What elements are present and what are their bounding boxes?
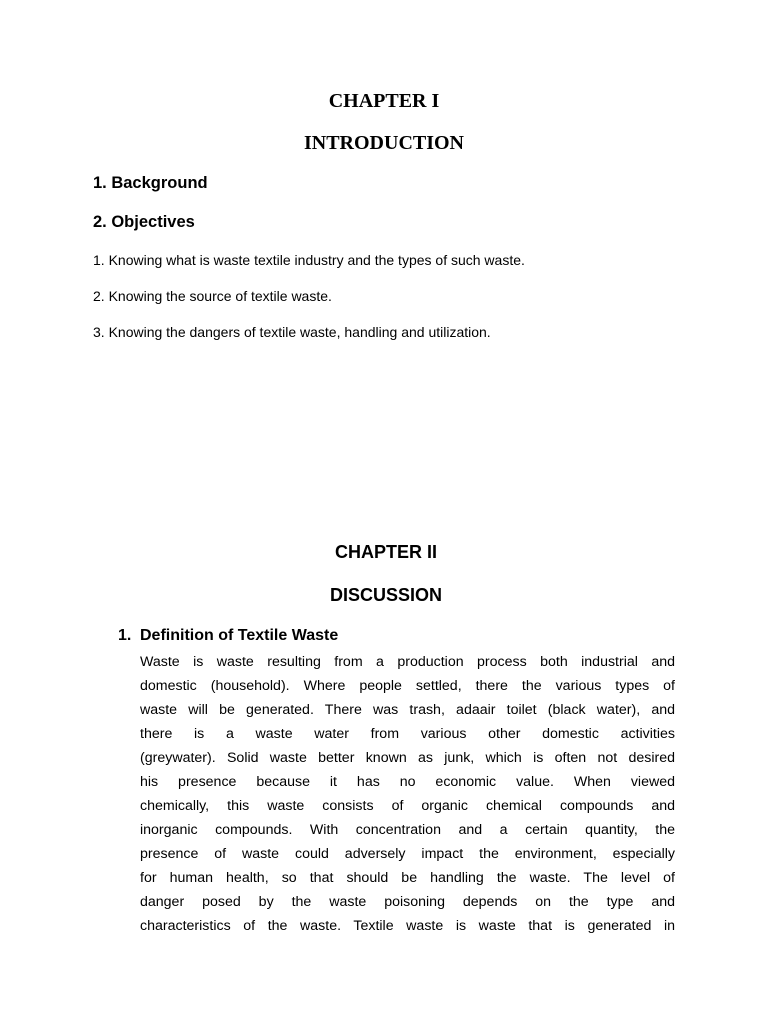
objective-item: 2. Knowing the source of textile waste.: [93, 288, 332, 304]
chapter-1-title: CHAPTER I: [328, 90, 440, 112]
definition-heading: [118, 626, 338, 646]
paragraph-line: waste will be generated. There was trash, adaair toilet (black water), and: [140, 702, 675, 718]
definition-heading-number: 1.: [118, 627, 132, 644]
definition-paragraph: [140, 650, 675, 938]
chapter-2-title: CHAPTER II: [334, 542, 437, 562]
paragraph-line: presence of waste could adversely impact the environment, especially: [140, 846, 675, 862]
section-objectives: 2. Objectives: [93, 213, 195, 231]
paragraph-line: there is a waste water from various other domestic activities: [140, 726, 675, 742]
paragraph-line: domestic (household). Where people settled, there the various types of: [140, 678, 675, 694]
objective-item: 1. Knowing what is waste textile industry and the types of such waste.: [93, 252, 525, 268]
section-background: 1. Background: [93, 174, 208, 192]
paragraph-line: danger posed by the waste poisoning depends on the type and: [140, 894, 675, 910]
objective-item: 3. Knowing the dangers of textile waste, handling and utilization.: [93, 324, 491, 340]
chapter-2-subtitle: DISCUSSION: [329, 585, 443, 605]
chapter-1-subtitle: INTRODUCTION: [303, 132, 465, 154]
paragraph-line: for human health, so that should be handling the waste. The level of: [140, 870, 675, 886]
paragraph-line: Waste is waste resulting from a production process both industrial and: [140, 654, 675, 670]
definition-heading-text: Definition of Textile Waste: [140, 627, 339, 644]
paragraph-line: inorganic compounds. With concentration and a certain quantity, the: [140, 822, 675, 838]
paragraph-line: (greywater). Solid waste better known as junk, which is often not desired: [140, 750, 675, 766]
paragraph-line: his presence because it has no economic value. When viewed: [140, 774, 675, 790]
paragraph-line: chemically, this waste consists of organic chemical compounds and: [140, 798, 675, 814]
paragraph-line: characteristics of the waste. Textile waste is waste that is generated in: [140, 918, 675, 934]
